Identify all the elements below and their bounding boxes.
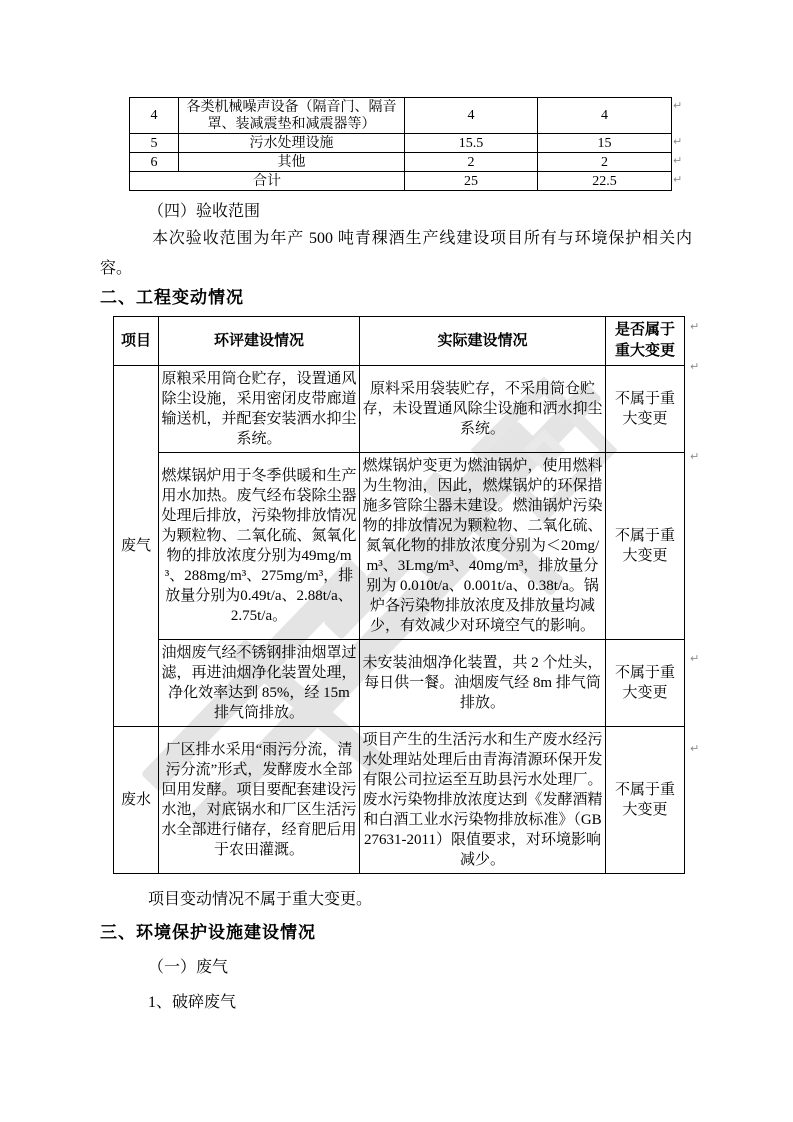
changes-header-row <box>114 317 685 366</box>
total-label-cell: 合计 <box>130 172 405 191</box>
paragraph-mark: ↵ <box>673 135 683 148</box>
major-change-cell: 不属于重大变更 <box>606 453 685 640</box>
equipment-name-cell: 污水处理设施 <box>179 134 405 153</box>
header-item: 项目 <box>114 317 159 366</box>
actual-cell: 燃煤锅炉变更为燃油锅炉，使用燃料为生物油，因此，燃煤锅炉的环保措施多管除尘器未建设。燃油锅炉污染物的排放情况为颗粒物、二氧化硫、氮氧化物的排放浓度分别为＜20mg/m³、3Lmg/m³、40mg/m³，排放量分别为 0.010t/a、0.001t/a、0.38t/a。锅炉各污染物排放浓度及排放量均减少，有效减少对环境空气的影响。 <box>360 453 606 640</box>
subheading-crushing-gas: 1、破碎废气 <box>148 994 237 1011</box>
changes-row-wastegas-1 <box>114 366 685 453</box>
subheading-wastegas: （一）废气 <box>148 959 229 976</box>
row-number-cell: 4 <box>130 98 179 134</box>
actual-value-cell: 15 <box>538 134 672 153</box>
total-eia-cell: 25 <box>405 172 538 191</box>
paragraph-mark: ↵ <box>673 173 683 186</box>
eia-cell: 原粮采用筒仓贮存，设置通风除尘设施，采用密闭皮带廊道输送机，并配套安装洒水抑尘系统。 <box>159 366 360 453</box>
major-change-cell: 不属于重大变更 <box>606 640 685 727</box>
paragraph-mark: ↵ <box>690 652 700 665</box>
paragraph-mark: ↵ <box>690 320 700 333</box>
summary-table <box>129 97 672 191</box>
actual-cell: 未安装油烟净化装置，共 2 个灶头，每日供一餐。油烟废气经 8m 排气筒排放。 <box>360 640 606 727</box>
changes-row-wastewater-1 <box>114 727 685 874</box>
summary-row <box>130 134 672 153</box>
eia-value-cell: 4 <box>405 98 538 134</box>
total-actual-cell: 22.5 <box>538 172 672 191</box>
changes-row-wastegas-3 <box>114 640 685 727</box>
equipment-name-cell: 各类机械噪声设备（隔音门、隔音罩、装减震垫和减震器等） <box>179 98 405 134</box>
summary-row <box>130 98 672 134</box>
paragraph-mark: ↵ <box>690 360 700 373</box>
row-number-cell: 5 <box>130 134 179 153</box>
actual-value-cell: 2 <box>538 153 672 172</box>
major-change-cell: 不属于重大变更 <box>606 366 685 453</box>
paragraph-mark: ↵ <box>673 99 683 112</box>
heading-engineering-changes: 二、工程变动情况 <box>100 288 244 307</box>
group-label-wastegas: 废气 <box>114 366 159 727</box>
eia-value-cell: 15.5 <box>405 134 538 153</box>
actual-value-cell: 4 <box>538 98 672 134</box>
header-eia: 环评建设情况 <box>159 317 360 366</box>
changes-row-wastegas-2 <box>114 453 685 640</box>
header-actual: 实际建设情况 <box>360 317 606 366</box>
header-major-change: 是否属于重大变更 <box>606 317 685 366</box>
equipment-name-cell: 其他 <box>179 153 405 172</box>
paragraph-mark: ↵ <box>673 154 683 167</box>
paragraph-mark: ↵ <box>690 450 700 463</box>
eia-value-cell: 2 <box>405 153 538 172</box>
paragraph-mark: ↵ <box>690 742 700 755</box>
heading-ep-facilities: 三、环境保护设施建设情况 <box>100 923 316 942</box>
row-number-cell: 6 <box>130 153 179 172</box>
summary-row <box>130 153 672 172</box>
heading-acceptance-scope: （四）验收范围 <box>148 203 261 220</box>
major-change-cell: 不属于重大变更 <box>606 727 685 874</box>
eia-cell: 厂区排水采用“雨污分流，清污分流”形式，发酵废水全部回用发酵。项目要配套建设污水池，对底锅水和厂区生活污水全部进行储存，经育肥后用于农田灌溉。 <box>159 727 360 874</box>
changes-table <box>113 316 685 874</box>
eia-cell: 油烟废气经不锈钢排油烟罩过滤，再进油烟净化装置处理，净化效率达到 85%，经 15m 排气筒排放。 <box>159 640 360 727</box>
note-project-change: 项目变动情况不属于重大变更。 <box>148 891 373 908</box>
group-label-wastewater: 废水 <box>114 727 159 874</box>
actual-cell: 项目产生的生活污水和生产废水经污水处理站处理后由青海清源环保开发有限公司拉运至互助县污水处理厂。废水污染物排放浓度达到《发酵酒精和白酒工业水污染物排放标准》（GB27631-2011）限值要求，对环境影响减少。 <box>360 727 606 874</box>
eia-cell: 燃煤锅炉用于冬季供暖和生产用水加热。废气经布袋除尘器处理后排放，污染物排放情况为颗粒物、二氧化硫、氮氧化物的排放浓度分别为49mg/m³、288mg/m³、275mg/m³，排放量分别为0.49t/a、2.88t/a、2.75t/a。 <box>159 453 360 640</box>
actual-cell: 原料采用袋装贮存，不采用筒仓贮存，未设置通风除尘设施和洒水抑尘系统。 <box>360 366 606 453</box>
summary-total-row <box>130 172 672 191</box>
paragraph-acceptance-scope: 本次验收范围为年产 500 吨青稞酒生产线建设项目所有与环境保护相关内容。 <box>100 230 692 277</box>
